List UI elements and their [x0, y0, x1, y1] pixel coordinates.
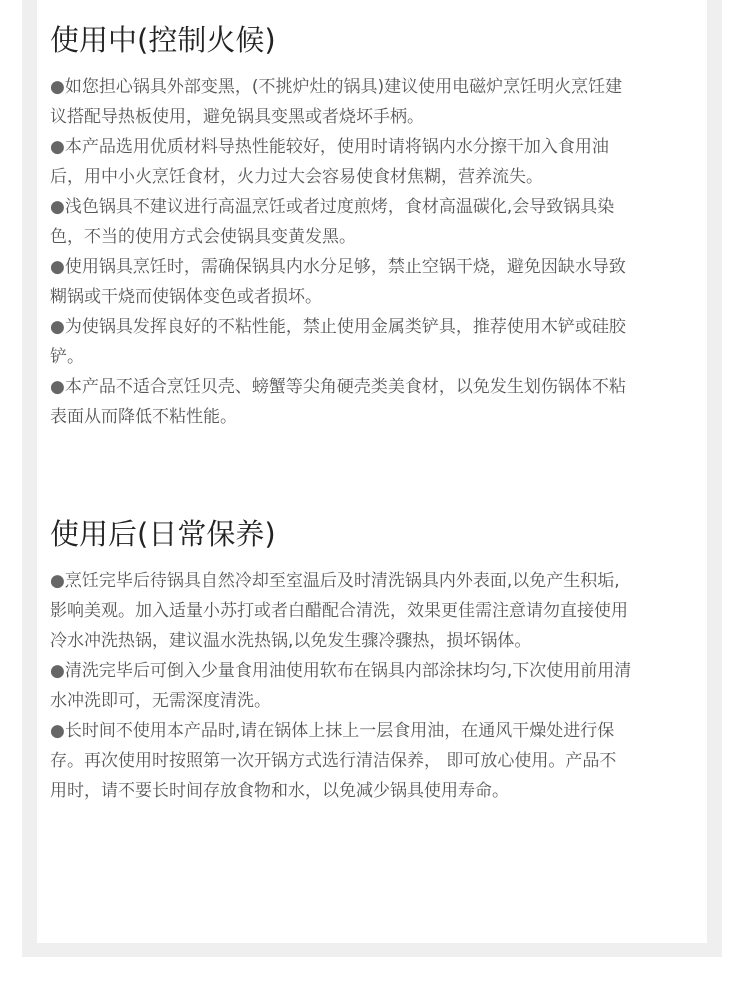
tip-item	[50, 132, 632, 192]
bullet-icon: ●	[50, 137, 65, 157]
bullet-icon: ●	[50, 661, 65, 681]
tip-item	[50, 192, 632, 252]
bullet-icon: ●	[50, 77, 65, 97]
tip-item	[50, 312, 632, 372]
bullet-icon: ●	[50, 317, 65, 337]
bullet-icon: ●	[50, 377, 65, 397]
tip-text: 本产品选用优质材料导热性能较好，使用时请将锅内水分擦干加入食用油后，用中小火烹饪食材，火力过大会容易使食材焦糊，营养流失。	[50, 137, 609, 187]
bullet-icon: ●	[50, 721, 65, 741]
tip-text: 清洗完毕后可倒入少量食用油使用软布在锅具内部涂抹均匀,下次使用前用清水冲洗即可，无需深度清洗。	[50, 661, 632, 711]
section-after-use	[50, 512, 632, 806]
tip-text: 浅色锅具不建议进行高温烹饪或者过度煎烤，食材高温碳化,会导致锅具染色，不当的使用方式会使锅具变黄发黑。	[50, 197, 615, 247]
tip-item	[50, 566, 632, 656]
tip-item	[50, 252, 632, 312]
tip-text: 本产品不适合烹饪贝壳、螃蟹等尖角硬壳类美食材，以免发生划伤锅体不粘表面从而降低不粘性能。	[50, 377, 626, 427]
tip-item	[50, 656, 632, 716]
section-title-during-use: 使用中(控制火候)	[50, 23, 276, 57]
tip-text: 使用锅具烹饪时，需确保锅具内水分足够，禁止空锅干烧，避免因缺水导致糊锅或干烧而使锅体变色或者损坏。	[50, 257, 626, 307]
tip-text: 长时间不使用本产品时,请在锅体上抹上一层食用油，在通风干燥处进行保存。再次使用时按照第一次开锅方式选行清洁保养， 即可放心使用。产品不用时，请不要长时间存放食物和水，以免减少锅具使用寿命。	[50, 721, 617, 801]
tip-item	[50, 372, 632, 432]
tip-text: 如您担心锅具外部变黑，(不挑炉灶的锅具)建议使用电磁炉烹饪明火烹饪建议搭配导热板使用，避免锅具变黑或者烧坏手柄。	[50, 77, 623, 127]
tip-item	[50, 716, 632, 806]
section-during-use	[50, 18, 632, 432]
bullet-icon: ●	[50, 197, 65, 217]
tip-text: 烹饪完毕后待锅具自然冷却至室温后及时清洗锅具内外表面,以免产生积垢,影响美观。加入适量小苏打或者白醋配合清洗，效果更佳需注意请勿直接使用冷水冲洗热锅，建议温水洗热锅,以免发生骤冷骤热，损坏锅体。	[50, 571, 628, 651]
tip-text: 为使锅具发挥良好的不粘性能，禁止使用金属类铲具，推荐使用木铲或硅胶铲。	[50, 317, 626, 367]
section-title-after-use: 使用后(日常保养)	[50, 517, 276, 551]
bullet-icon: ●	[50, 571, 65, 591]
tip-item	[50, 72, 632, 132]
bullet-icon: ●	[50, 257, 65, 277]
